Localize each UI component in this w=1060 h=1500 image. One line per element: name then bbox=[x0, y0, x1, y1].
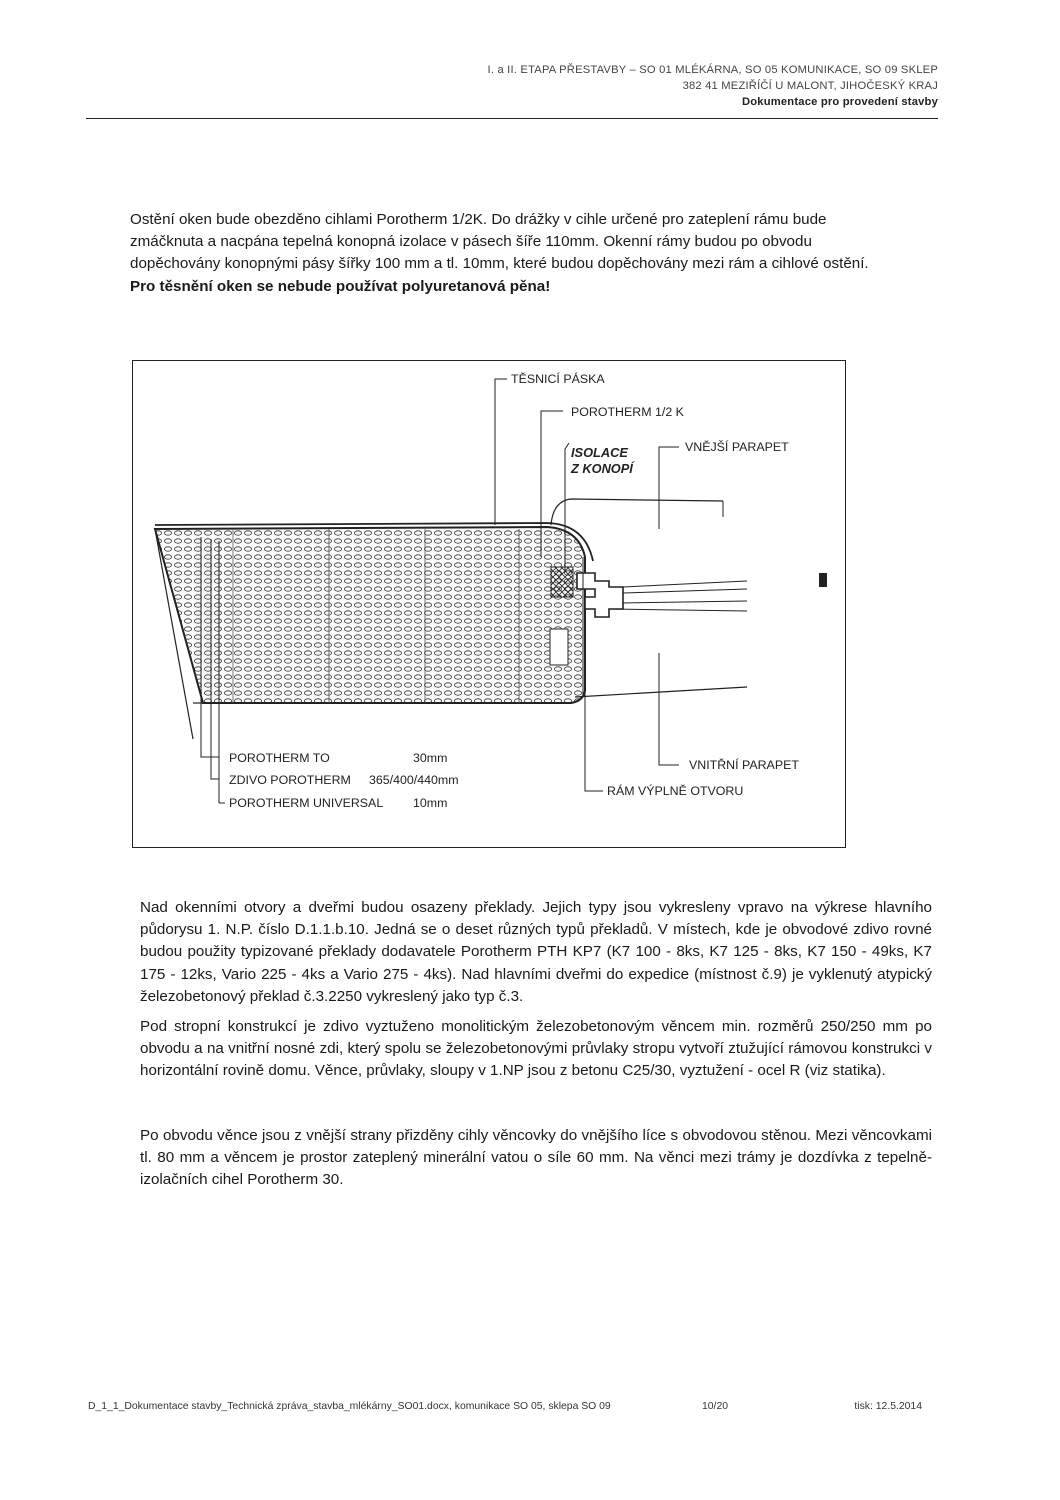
label-tesnici-paska: TĚSNICÍ PÁSKA bbox=[511, 372, 605, 386]
footer-page-number: 10/20 bbox=[702, 1401, 729, 1412]
label-porotherm-half-k: POROTHERM 1/2 K bbox=[571, 405, 684, 419]
paragraph-lintels: Nad okenními otvory a dveřmi budou osazeny překlady. Jejich typy jsou vykresleny vpravo na výkrese hlavního půdorysu 1. N.P. číslo D.1.1.b.10. Jedná se o deset různých typů překladů. V místech, kde je obvodové zdivo rovné budou použity typizované překlady dodavatele Porotherm PTH KP7 (K7 100 - 8ks, K7 125 - 8ks, K7 150 - 49ks, K7 175 - 12ks, Vario 225 - 4ks a Vario 275 - 4ks). Nad hlavními dveřmi do expedice (místnost č.9) je vyklenutý atypický železobetonový překlad č.3.2250 vykreslený jako typ č.3. bbox=[140, 899, 932, 1005]
paragraph-ring-beam-bricks: Po obvodu věnce jsou z vnější strany přizděny cihly věncovky do vnějšího líce s obvodovou stěnou. Mezi věncovkami tl. 80 mm a věncem je prostor zateplený minerální vatou o síle 60 mm. Na věnci mezi trámy je dozdívka z tepelně-izolačních cihel Porotherm 30. bbox=[140, 1127, 932, 1189]
label-isolace: ISOLACE bbox=[571, 445, 628, 460]
label-vnejsi-parapet: VNĚJŠÍ PARAPET bbox=[685, 440, 789, 454]
window-jamb-detail-figure bbox=[132, 360, 846, 848]
intro-paragraph bbox=[130, 209, 950, 298]
footer-file-name: D_1_1_Dokumentace stavby_Technická zpráva_stavba_mlékárny_SO01.docx, komunikace SO 05, sklepa SO 09 bbox=[88, 1401, 611, 1412]
inner-sill bbox=[575, 687, 747, 697]
header-location: 382 41 MEZIŘÍČÍ U MALONT, JIHOČESKÝ KRAJ bbox=[682, 80, 938, 92]
header-project-title: I. a II. ETAPA PŘESTAVBY – SO 01 MLÉKÁRNA, SO 05 KOMUNIKACE, SO 09 SKLEP bbox=[487, 64, 938, 76]
label-ram-vyplne: RÁM VÝPLNĚ OTVORU bbox=[607, 784, 744, 798]
legend-value-porotherm-to: 30mm bbox=[413, 751, 448, 765]
leader-vnejsi-parapet bbox=[659, 447, 679, 529]
hemp-insulation bbox=[551, 567, 573, 597]
leader-vnitrni-parapet bbox=[659, 653, 679, 765]
footer-print-date: tisk: 12.5.2014 bbox=[854, 1401, 922, 1412]
page-footer bbox=[88, 1401, 928, 1417]
page-header bbox=[86, 62, 938, 119]
intro-line: Ostění oken bude obezděno cihlami Porotherm 1/2K. Do drážky v cihle určené pro zateplení rámu bude bbox=[130, 211, 827, 228]
legend-value-universal: 10mm bbox=[413, 796, 448, 810]
legend-name-porotherm-to: POROTHERM TO bbox=[229, 751, 330, 765]
header-document-type: Dokumentace pro provedení stavby bbox=[741, 96, 938, 108]
window-jamb-detail-drawing bbox=[133, 361, 845, 847]
outer-sill bbox=[551, 499, 723, 525]
intro-line: dopěchovány konopnými pásy šířky 100 mm a tl. 10mm, které budou dopěchovány mezi rám a cihlové ostění. bbox=[130, 255, 869, 273]
paragraph-ring-beam: Pod stropní konstrukcí je zdivo vyztuženo monolitickým železobetonovým věncem min. rozměrů 250/250 mm po obvodu a na vnitřní nosné zdi, který spolu se železobetonovými průvlaky stropu vytvoří ztužující rámovou konstrukci v horizontální rovině domu. Věnce, průvlaky, sloupy v 1.NP jsou z betonu C25/30, vyztužení - ocel R (viz statika). bbox=[140, 1018, 932, 1080]
label-z-konopi: Z KONOPÍ bbox=[571, 461, 633, 476]
legend-value-zdivo: 365/400/440mm bbox=[369, 773, 459, 787]
leader-ram-vyplne bbox=[585, 677, 603, 791]
intro-warning: Pro těsnění oken se nebude používat polyuretanová pěna! bbox=[130, 277, 551, 295]
intro-line: zmáčknuta a nacpána tepelná konopná izolace v pásech šíře 110mm. Okenní rámy budou po obvodu bbox=[130, 233, 812, 251]
legend-name-universal: POROTHERM UNIVERSAL bbox=[229, 796, 384, 810]
label-vnitrni-parapet: VNITŘNÍ PARAPET bbox=[689, 758, 799, 772]
leader-tesnici-paska bbox=[495, 379, 507, 525]
legend-name-zdivo: ZDIVO POROTHERM bbox=[229, 773, 351, 787]
